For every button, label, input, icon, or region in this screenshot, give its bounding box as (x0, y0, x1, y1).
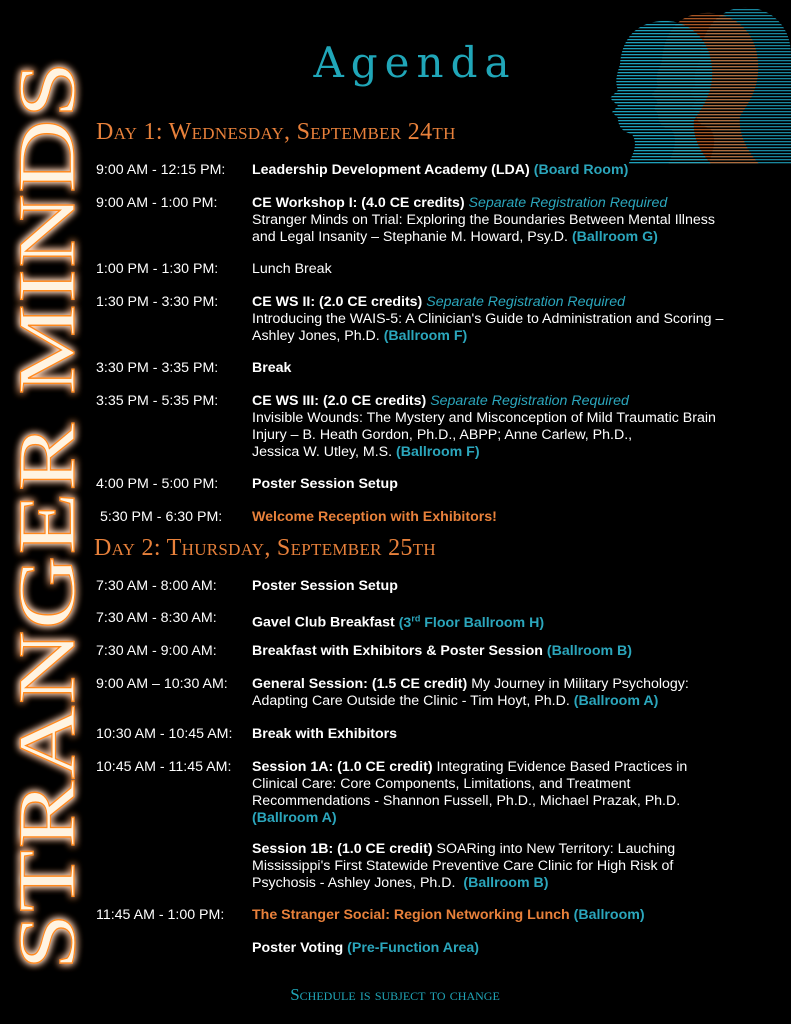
time: 5:30 PM - 6:30 PM: (100, 509, 223, 525)
session-title: Poster Voting (252, 940, 344, 956)
description (252, 907, 772, 924)
description (252, 841, 772, 892)
registration-note: Separate Registration Required (468, 195, 668, 211)
heads-graphic (588, 0, 791, 165)
room: (Ballroom) (573, 907, 645, 923)
session-title: Poster Session Setup (252, 476, 398, 492)
room: (Ballroom B) (463, 875, 549, 891)
time: 10:30 AM - 10:45 AM: (96, 726, 233, 742)
description-line: and Legal Insanity – Stephanie M. Howard, Psy.D. (252, 229, 568, 245)
session-title: CE WS II: (2.0 CE credits) (252, 294, 423, 310)
time: 9:00 AM - 1:00 PM: (96, 195, 218, 211)
session-title: Session 1B: (1.0 CE credit) (252, 841, 433, 857)
day2-heading: Day 2: Thursday, September 25th (94, 535, 436, 561)
description-line: Ashley Jones, Ph.D. (252, 328, 380, 344)
description (252, 476, 772, 493)
time: 4:00 PM - 5:00 PM: (96, 476, 219, 492)
description-line: Psychosis - Ashley Jones, Ph.D. (252, 875, 456, 891)
day1-heading: Day 1: Wednesday, September 24th (96, 119, 456, 145)
description-line: Integrating Evidence Based Practices in (436, 759, 688, 775)
page-title: Agenda (313, 38, 517, 87)
room: (Pre-Function Area) (347, 940, 480, 956)
description-line: Adapting Care Outside the Clinic - Tim Hoyt, Ph.D. (252, 693, 570, 709)
head-silhouette-front (610, 21, 712, 165)
time: 7:30 AM - 8:30 AM: (96, 610, 217, 626)
description (252, 759, 772, 827)
side-title-text: STRANGER MINDS (1, 238, 92, 970)
time: 1:00 PM - 1:30 PM: (96, 261, 219, 277)
room: (Ballroom F) (383, 328, 468, 344)
time: 9:00 AM - 12:15 PM: (96, 162, 226, 178)
description (252, 726, 772, 743)
side-title (1, 30, 92, 975)
time: 11:45 AM - 1:00 PM: (96, 907, 225, 923)
time: 9:00 AM – 10:30 AM: (96, 676, 228, 692)
room: (Ballroom G) (571, 229, 658, 245)
description (252, 509, 772, 526)
side-title-svg (1, 30, 92, 975)
session-title: Poster Session Setup (252, 578, 398, 594)
room: (Ballroom B) (546, 643, 633, 659)
room (399, 615, 544, 631)
room-sup: rd (411, 613, 421, 623)
session-title: CE Workshop I: (4.0 CE credits) (252, 195, 465, 211)
description-line: My Journey in Military Psychology: (471, 676, 689, 692)
room: (Board Room) (533, 162, 629, 178)
description (252, 578, 772, 595)
time: 1:30 PM - 3:30 PM: (96, 294, 219, 310)
time: 7:30 AM - 8:00 AM: (96, 578, 217, 594)
room-pre: (3 (398, 614, 412, 631)
description (252, 162, 772, 179)
session-title: Break (252, 360, 292, 376)
description (252, 676, 772, 710)
footer-note: Schedule is subject to change (290, 985, 500, 1004)
time: 3:35 PM - 5:35 PM: (96, 393, 219, 409)
room: (Ballroom A) (252, 810, 337, 826)
session-title: CE WS III: (2.0 CE credits) (252, 393, 427, 409)
time: 10:45 AM - 11:45 AM: (96, 759, 232, 775)
session-title: The Stranger Social: Region Networking Lunch (252, 907, 570, 923)
description-line: Introducing the WAIS-5: A Clinician's Guide to Administration and Scoring – (252, 311, 724, 327)
description-line: Stranger Minds on Trial: Exploring the Boundaries Between Mental Illness (252, 212, 715, 228)
session-title: Session 1A: (1.0 CE credit) (252, 759, 433, 775)
description: Lunch Break (252, 261, 332, 277)
session-title: Break with Exhibitors (252, 726, 398, 742)
time: 3:30 PM - 3:35 PM: (96, 360, 219, 376)
session-title: Breakfast with Exhibitors & Poster Session (252, 643, 543, 659)
description-line: Clinical Care: Core Components, Limitations, and Treatment (252, 776, 631, 792)
description-line: Jessica W. Utley, M.S. (252, 444, 393, 460)
session-title: Leadership Development Academy (LDA) (252, 162, 530, 178)
heads-svg (588, 0, 791, 165)
description (252, 195, 772, 246)
session-title: General Session: (1.5 CE credit) (252, 676, 468, 692)
description-line: Recommendations - Shannon Fussell, Ph.D., Michael Prazak, Ph.D. (252, 793, 681, 809)
description (252, 294, 772, 345)
description-line: SOARing into New Territory: Lauching (436, 841, 676, 857)
session-title: Welcome Reception with Exhibitors! (252, 509, 497, 525)
description-line: Injury – B. Heath Gordon, Ph.D., ABPP; Anne Carlew, Ph.D., (252, 427, 633, 443)
description (252, 393, 772, 461)
description (252, 940, 772, 957)
description-line: Invisible Wounds: The Mystery and Misconception of Mild Traumatic Brain (252, 410, 716, 426)
registration-note: Separate Registration Required (426, 294, 625, 310)
room: (Ballroom A) (573, 693, 659, 709)
time: 7:30 AM - 9:00 AM: (96, 643, 217, 659)
session-title: Gavel Club Breakfast (252, 614, 395, 631)
description-line: Mississippi's First Statewide Preventive Care Clinic for High Risk of (252, 858, 674, 874)
description (252, 643, 772, 660)
description (252, 610, 772, 632)
registration-note: Separate Registration Required (430, 393, 629, 409)
room: (Ballroom F) (396, 444, 480, 460)
description (252, 360, 772, 377)
room-post: Floor Ballroom H) (420, 614, 545, 631)
